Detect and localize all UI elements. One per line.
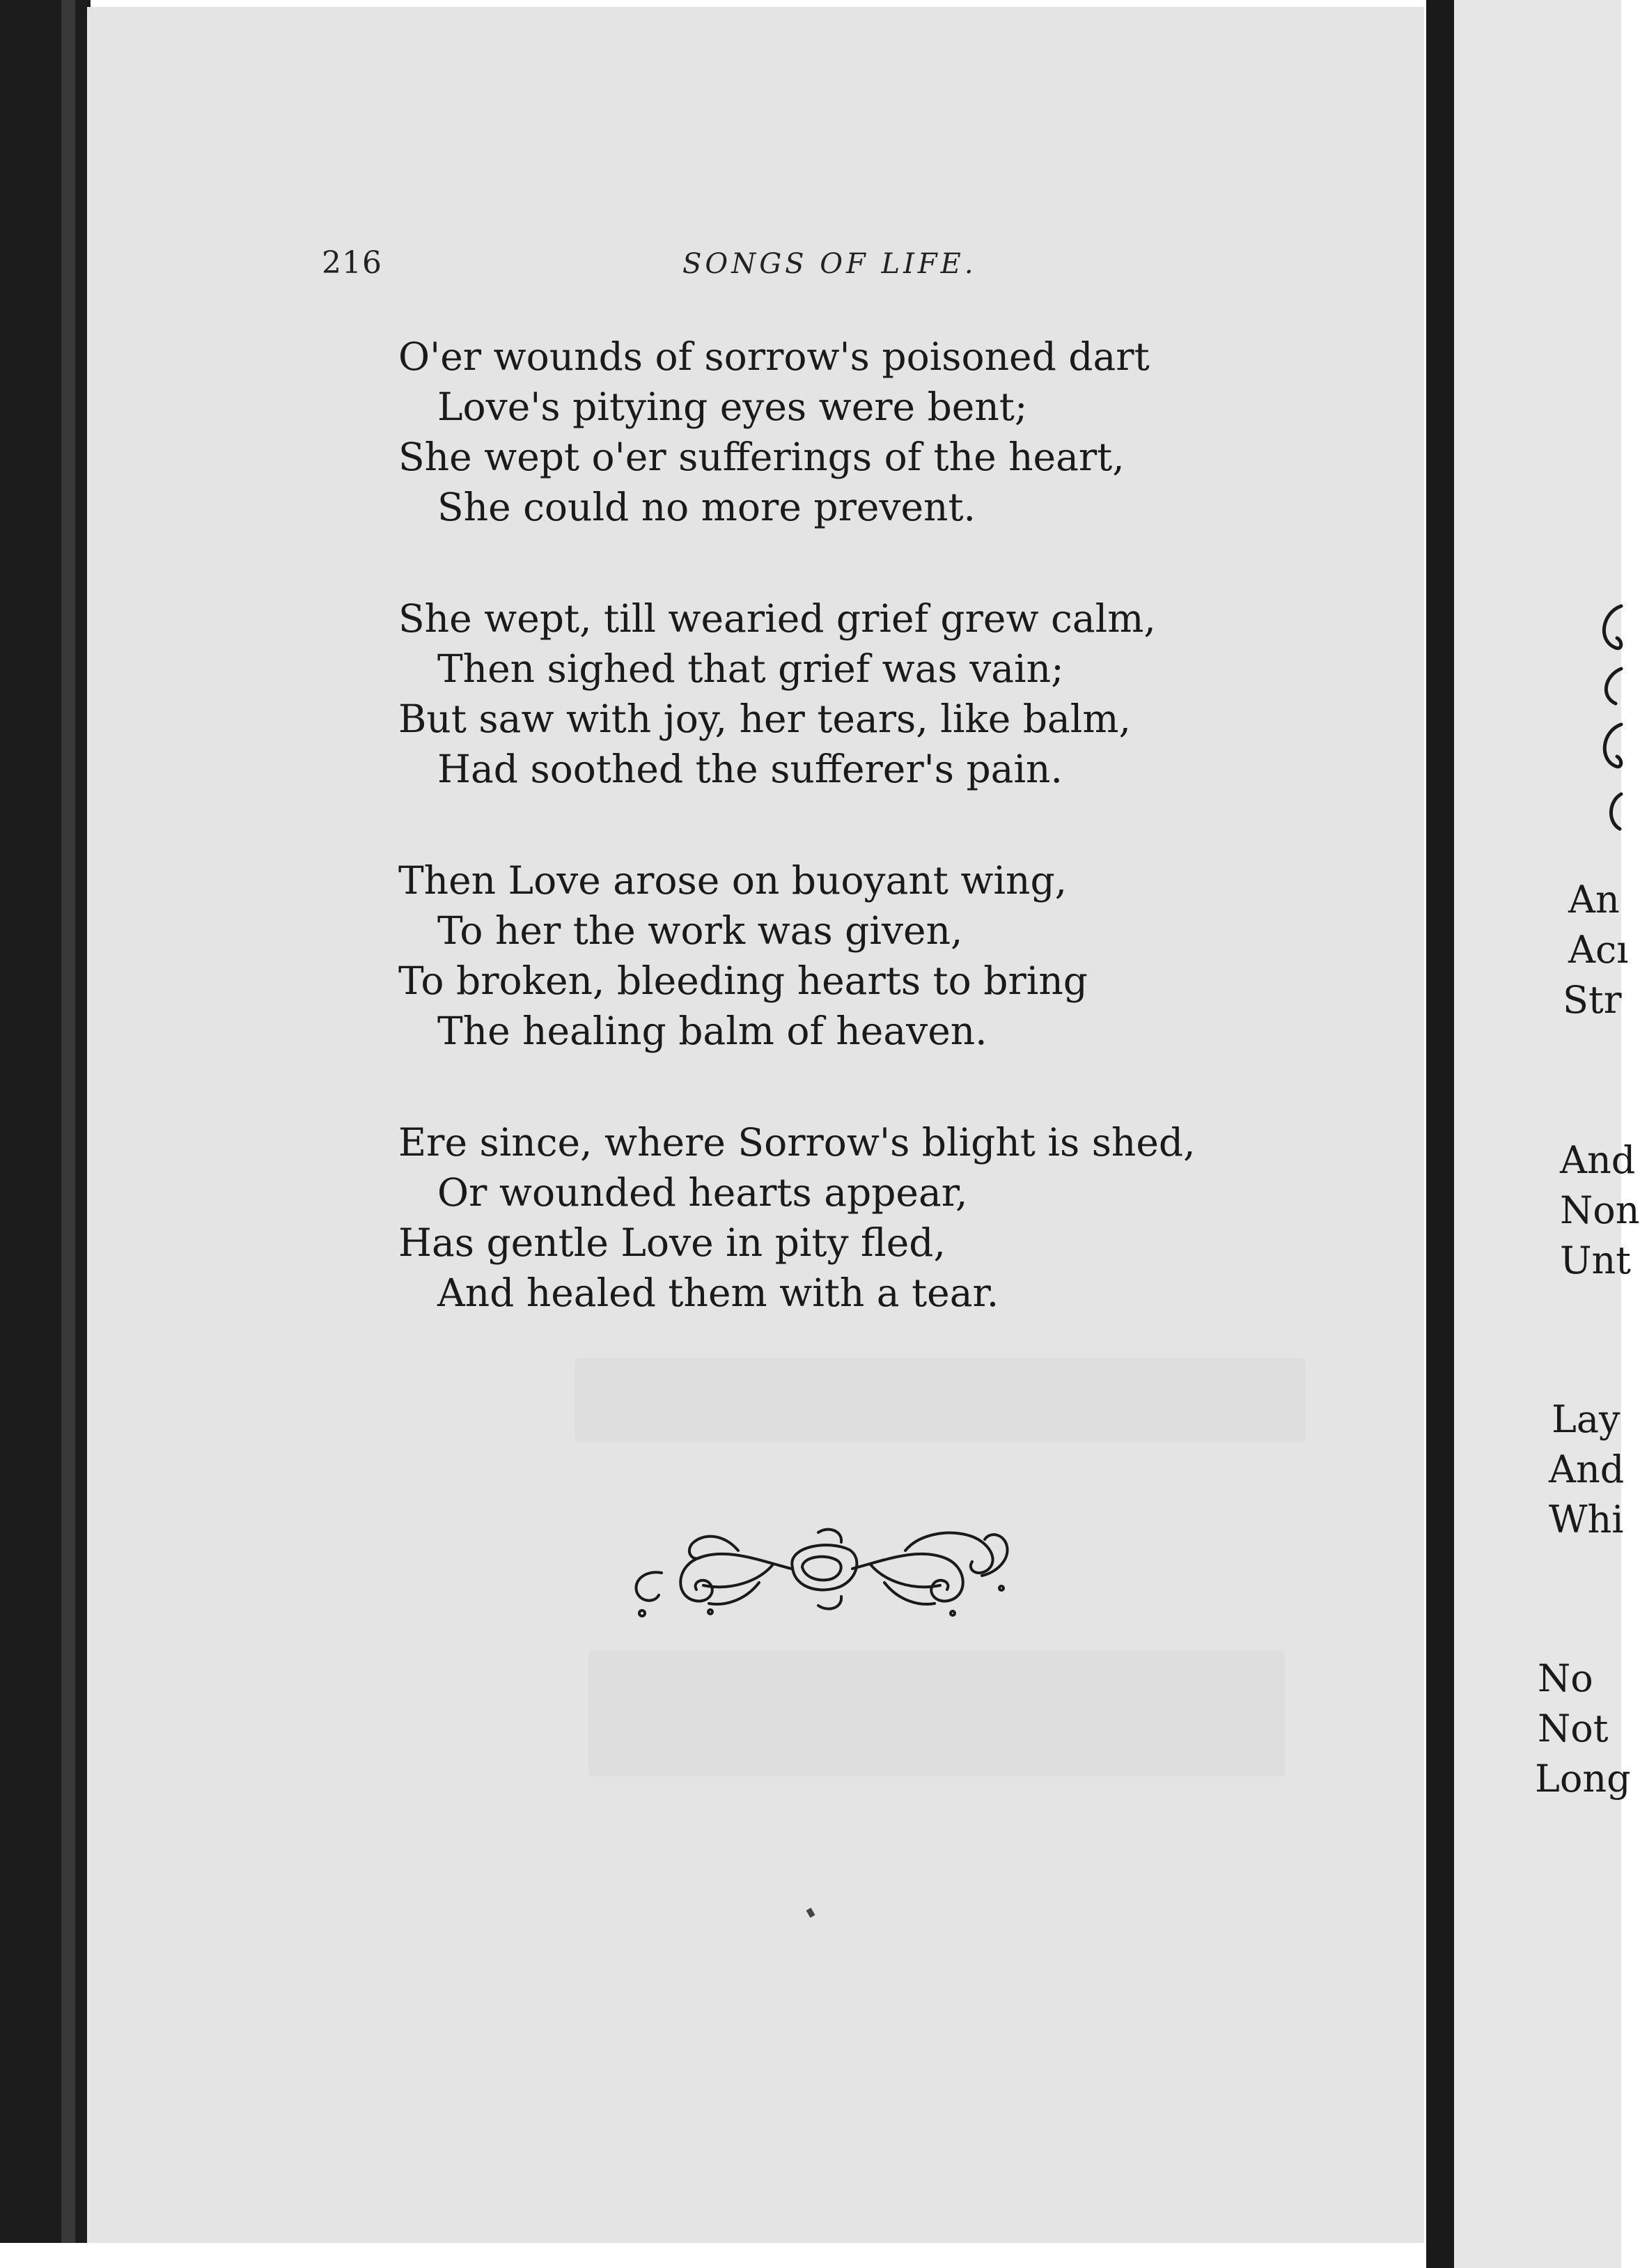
verse-line: Then sighed that grief was vain; bbox=[437, 646, 1064, 691]
verse-line: Had soothed the sufferer's pain. bbox=[437, 747, 1063, 791]
verse-line: And healed them with a tear. bbox=[437, 1271, 999, 1315]
verse-line: To broken, bleeding hearts to bring bbox=[398, 958, 1088, 1003]
right-page-fragment: And bbox=[1549, 1447, 1625, 1491]
stanza bbox=[398, 593, 1304, 794]
stanza bbox=[398, 1117, 1304, 1318]
right-page-fragment: No bbox=[1538, 1656, 1593, 1700]
verse-line: Has gentle Love in pity fled, bbox=[398, 1220, 946, 1265]
verse-line: Ere since, where Sorrow's blight is shed, bbox=[398, 1120, 1196, 1165]
verse-line: The healing balm of heaven. bbox=[437, 1009, 987, 1053]
verse-line: Then Love arose on buoyant wing, bbox=[398, 858, 1068, 903]
stanza bbox=[398, 855, 1304, 1056]
poem bbox=[398, 332, 1304, 1379]
right-page-fragment: Whi bbox=[1549, 1498, 1624, 1541]
right-page-fragment: Str bbox=[1563, 978, 1622, 1022]
decorative-initial-icon bbox=[1595, 592, 1623, 836]
scroll-flourish-icon bbox=[620, 1519, 1024, 1623]
stanza bbox=[398, 332, 1304, 532]
verse-line: To her the work was given, bbox=[437, 908, 963, 953]
binding-edge bbox=[0, 0, 91, 2268]
page-gutter bbox=[1426, 0, 1454, 2268]
verse-line: She wept, till wearied grief grew calm, bbox=[398, 596, 1156, 641]
right-page-fragment: And bbox=[1560, 1138, 1636, 1182]
right-page-fragment: Lay bbox=[1552, 1397, 1621, 1441]
verse-line: She wept o'er sufferings of the heart, bbox=[398, 435, 1125, 479]
running-head: SONGS OF LIFE. bbox=[682, 248, 977, 280]
bleed-through-text bbox=[588, 1651, 1285, 1776]
right-page bbox=[1454, 0, 1621, 2268]
verse-line: But saw with joy, her tears, like balm, bbox=[398, 697, 1132, 741]
right-page-fragment: Unt bbox=[1560, 1238, 1631, 1282]
verse-line: O'er wounds of sorrow's poisoned dart bbox=[398, 334, 1150, 379]
scan-bottom-margin bbox=[0, 2243, 1426, 2268]
right-page-fragment: Not bbox=[1538, 1707, 1609, 1750]
verse-line: She could no more prevent. bbox=[437, 485, 976, 529]
right-page-fragment: Non bbox=[1560, 1188, 1640, 1232]
right-page-fragment: Long bbox=[1535, 1757, 1631, 1801]
verse-line: Or wounded hearts appear, bbox=[437, 1170, 968, 1215]
right-page-fragment: An bbox=[1568, 878, 1620, 922]
page-number: 216 bbox=[322, 245, 382, 281]
right-page-fragment: Acı bbox=[1568, 928, 1629, 972]
verse-line: Love's pitying eyes were bent; bbox=[437, 385, 1028, 429]
binding-edge-band bbox=[61, 0, 75, 2268]
